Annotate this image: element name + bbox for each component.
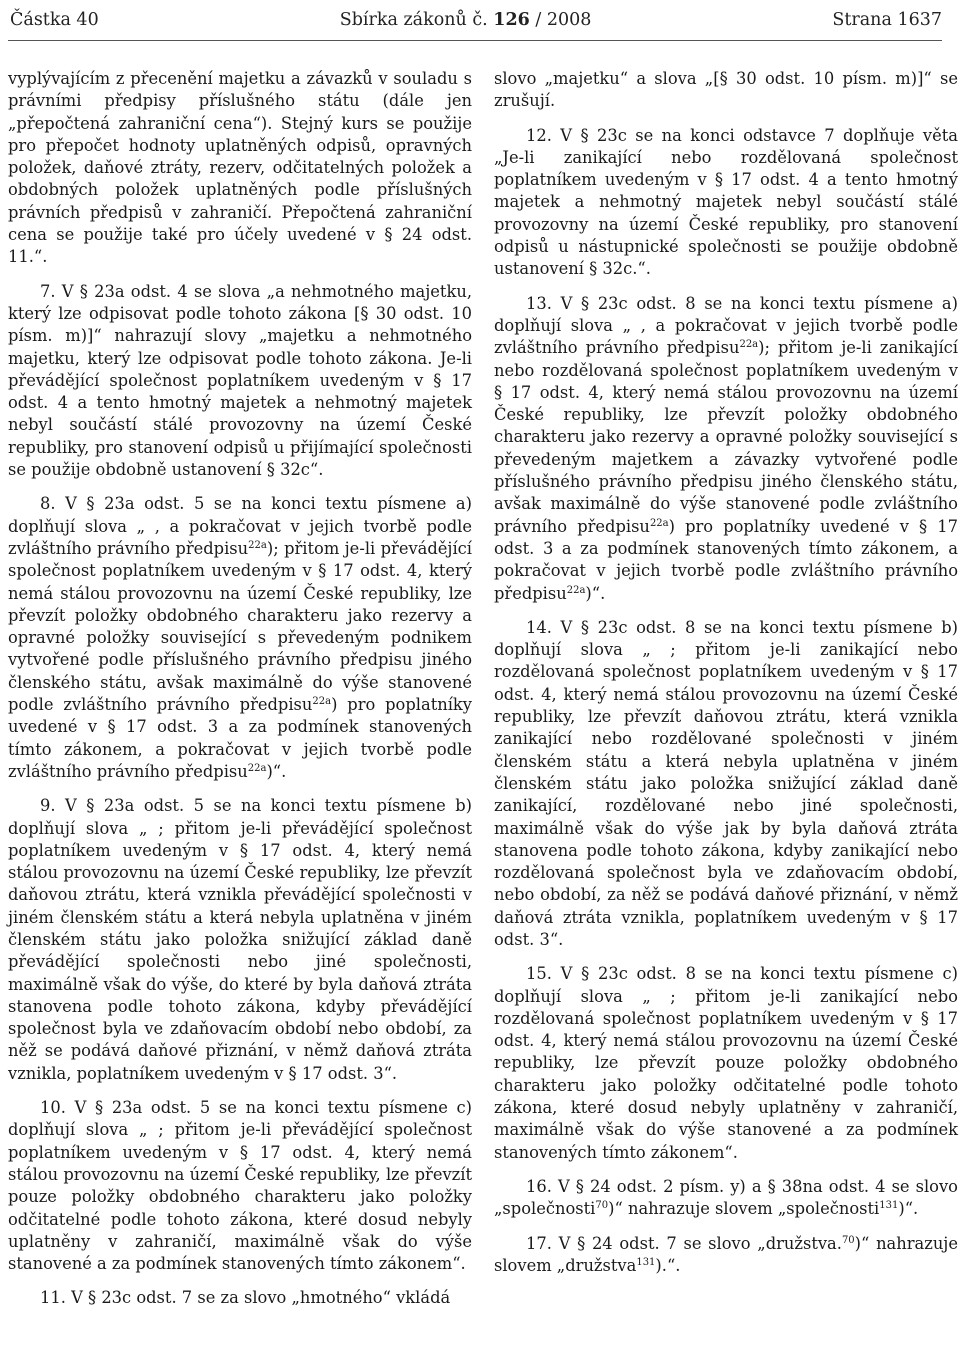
- footnote-ref: 22a: [649, 517, 669, 529]
- paragraph: slovo „majetku“ a slova „[§ 30 odst. 10 písm. m)]“ se zrušují.: [494, 69, 958, 111]
- collection-title: Sbírka zákonů č. 126 / 2008: [339, 10, 592, 30]
- paragraph: 17. V § 24 odst. 7 se slovo „družstva.$^{70}$)“ nahrazuje slovem „družstva$^{131}$).“.: [494, 1233, 958, 1275]
- paragraph: 12. V § 23c se na konci odstavce 7 doplňuje věta „Je-li zanikající nebo rozdělovaná společnost poplatníkem uvedeným v § 17 odst. 4 a tento hmotný majetek a nehmotný majetek nebyl součástí stálé provozovny na území České republiky, pro stanovení odpisů u nástupnické společnosti se použije obdobně ustanovení § 32c.“.: [494, 125, 958, 279]
- paragraph: 14. V § 23c odst. 8 se na konci textu písmene b) doplňují slova „ ; přitom je-li zanikající nebo rozdělovaná společnost poplatníkem uvedeným v § 17 odst. 4, který nemá stálou provozovnu na území České republiky, lze převzít daňovou ztrátu, která vznikla zanikající nebo rozdělované společnosti v jiném členském státu a která nebyla uplatněna v jiném členském státu jako položka snižující základ daně zanikající, rozdělované nebo jiné společnosti, maximálně však do výše jak by byla daňová ztráta stanovena podle tohoto zákona, kdyby zanikající nebo rozdělovaná společnost byla ve zdaňovacím období, nebo období, za něž se podává daňové přiznání, v němž daňová ztráta vznikla, poplatníkem uvedeným v § 17 odst. 3“.: [494, 617, 958, 949]
- footnote-ref: 70: [595, 1200, 609, 1212]
- left-column: [8, 68, 472, 1322]
- issue-number: Částka 40: [10, 10, 99, 30]
- footnote-ref: 22a: [739, 339, 759, 351]
- page-number: Strana 1637: [832, 10, 942, 30]
- paragraph: 13. V § 23c odst. 8 se na konci textu písmene a) doplňují slova „ , a pokračovat v jejich tvorbě podle zvláštního právního předpisu$^{22a}$); přitom je-li zanikající nebo rozdělovaná společnost poplatníkem uvedeným v § 17 odst. 4, který nemá stálou provozovnu na území České republiky, lze převzít položky obdobného charakteru jako rezervy a opravné položky související s převedeným majetkem a závazky vytvořené podle příslušného právního předpisu jiného členského státu, avšak maximálně do výše stanovené podle zvláštního právního předpisu$^{22a}$) pro poplatníky uvedené v § 17 odst. 3 a za podmínek stanovených tímto zákonem, a pokračovat v jejich tvorbě podle zvláštního právního předpisu$^{22a}$)“.: [494, 293, 959, 603]
- footnote-ref: 70: [841, 1234, 855, 1246]
- footnote-ref: 131: [636, 1256, 656, 1268]
- footnote-ref: 131: [879, 1200, 899, 1212]
- footnote-ref: 22a: [312, 696, 332, 708]
- paragraph: vyplývajícím z přecenění majetku a závazků v souladu s právními předpisy příslušného státu (dále jen „přepočtená zahraniční cena“). Stejný kurs se použije pro přepočet hodnoty uplatněných odpisů, opravných položek, daňové ztráty, rezerv, odčitatelných položek a obdobných položek uplatněných podle příslušných právních předpisů v zahraničí. Přepočtená zahraniční cena se použije také pro účely uvedené v § 24 odst. 11.“.: [8, 69, 472, 267]
- footnote-ref: 22a: [247, 762, 267, 774]
- collection-number: 126: [493, 10, 530, 30]
- paragraph: 16. V § 24 odst. 2 písm. y) a § 38na odst. 4 se slovo „společnosti$^{70}$)“ nahrazuje slovem „společnosti$^{131}$)“.: [494, 1176, 958, 1219]
- paragraph: 8. V § 23a odst. 5 se na konci textu písmene a) doplňují slova „ , a pokračovat v jejich tvorbě podle zvláštního právního předpisu$^{22a}$); přitom je-li převádějící společnost poplatníkem uvedeným v § 17 odst. 4, který nemá stálou provozovnu na území České republiky, lze převzít položky obdobného charakteru jako rezervy a opravné položky související s převedeným podnikem vytvořené podle příslušného právního předpisu jiného členského státu, avšak maximálně do výše stanovené podle zvláštního právního předpisu$^{22a}$) pro poplatníky uvedené v § 17 odst. 3 a za podmínek stanovených tímto zákonem, a pokračovat v jejich tvorbě podle zvláštního právního předpisu$^{22a}$)“.: [8, 494, 472, 781]
- paragraph: 15. V § 23c odst. 8 se na konci textu písmene c) doplňují slova „ ; přitom je-li zanikající nebo rozdělovaná společnost poplatníkem uvedeným v § 17 odst. 4, který nemá stálou provozovnu na území České republiky, lze převzít pouze položky obdobného charakteru jako položky odčitatelné podle tohoto zákona, které dosud nebyly uplatněny v zahraničí, maximálně však do výše stanovené a za podmínek stanovených tímto zákonem“.: [494, 964, 958, 1162]
- header-divider: [8, 40, 942, 41]
- paragraph: 10. V § 23a odst. 5 se na konci textu písmene c) doplňují slova „ ; přitom je-li převádějící společnost poplatníkem uvedeným v § 17 odst. 4, který nemá stálou provozovnu na území České republiky, lze převzít pouze položky obdobného charakteru jako položky odčitatelné podle tohoto zákona, které dosud nebyly uplatněny v zahraničí, maximálně však do výše stanovené a za podmínek stanovených tímto zákonem“.: [8, 1098, 472, 1274]
- paragraph: 9. V § 23a odst. 5 se na konci textu písmene b) doplňují slova „ ; přitom je-li převádějící společnost poplatníkem uvedeným v § 17 odst. 4, který nemá stálou provozovnu na území České republiky, lze převzít daňovou ztrátu, která vznikla převádějící společnosti v jiném členském státu a která nebyla uplatněna v jiném členském státu jako položka snižující základ daně převádějící společnosti nebo jiné společnosti, maximálně však do výše, do které by byla daňová ztráta stanovena podle tohoto zákona, kdyby převádějící společnost byla ve zdaňovacím období nebo období, za něž se podává daňové přiznání, v němž daňová ztráta vznikla, poplatníkem uvedeným v § 17 odst. 3“.: [8, 796, 472, 1083]
- footnote-ref: 22a: [248, 539, 267, 551]
- paragraph: 11. V § 23c odst. 7 se za slovo „hmotného“ vkládá: [40, 1288, 451, 1308]
- paragraph: 7. V § 23a odst. 4 se slova „a nehmotného majetku, který lze odpisovat podle tohoto zákona [§ 30 odst. 10 písm. m)]“ nahrazují slovy „majetku a nehmotného majetku, který lze odpisovat podle tohoto zákona. Je-li převádějící společnost poplatníkem uvedeným v § 17 odst. 4 a tento hmotný majetek a nehmotný majetek nebyl součástí stálé provozovny na území České republiky, pro stanovení odpisů u přijímající společnosti se použije obdobně ustanovení § 32c“.: [8, 281, 472, 480]
- page-header: [10, 6, 942, 34]
- right-column: [494, 68, 958, 1289]
- footnote-ref: 22a: [566, 584, 586, 596]
